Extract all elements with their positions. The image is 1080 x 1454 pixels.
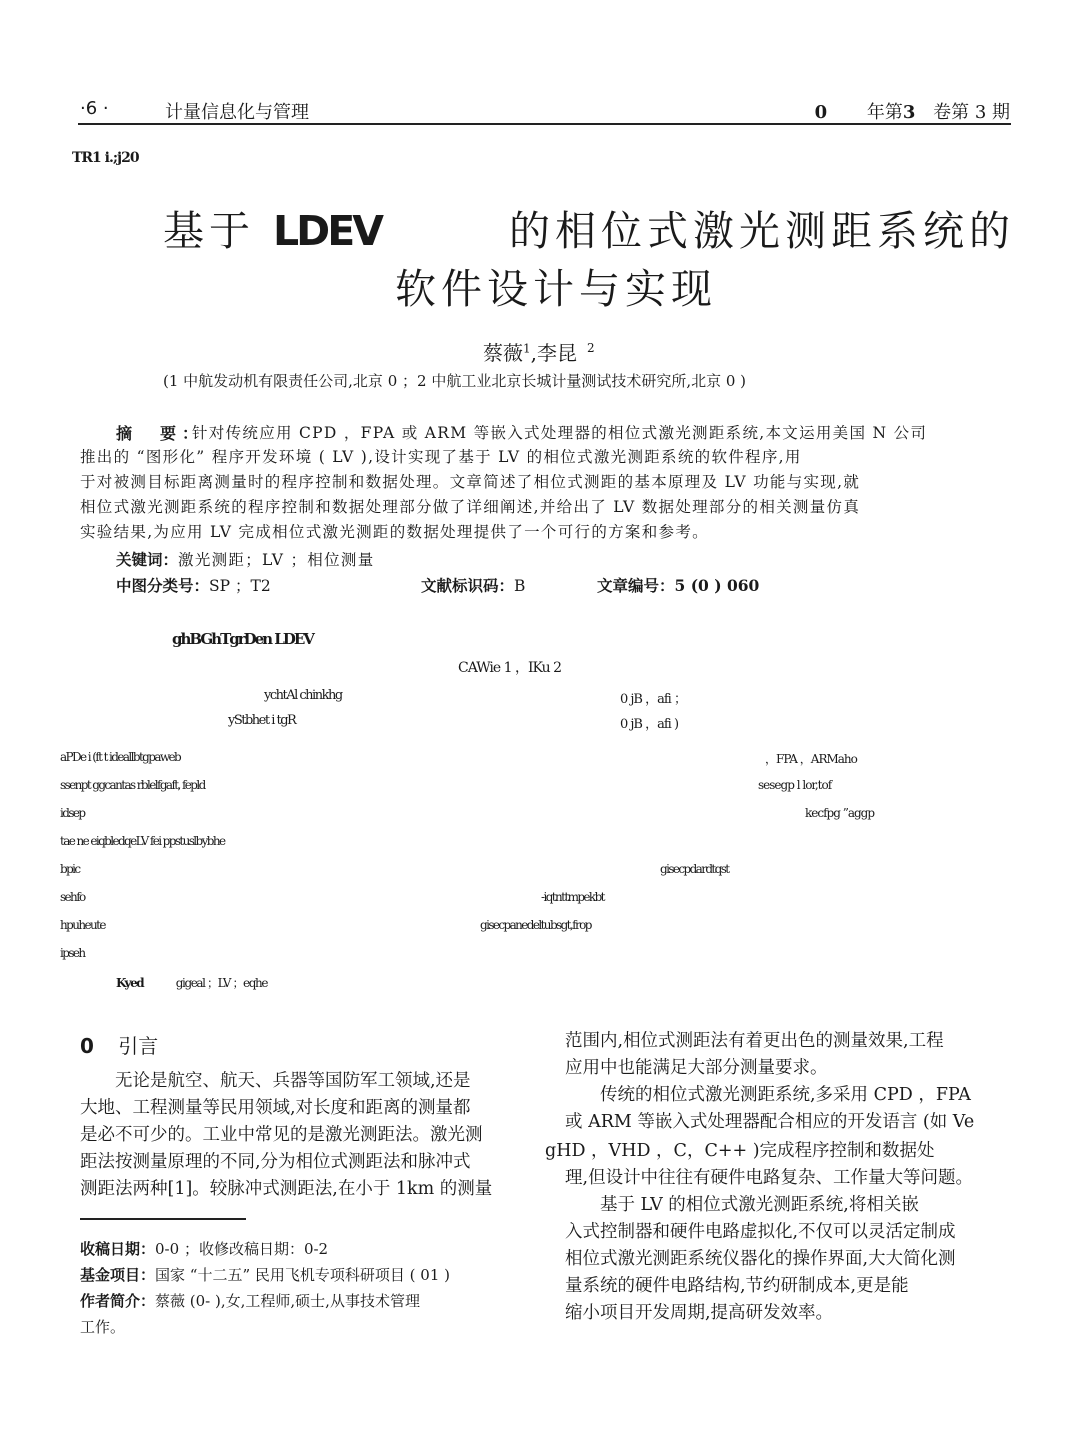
issue-post: 卷第 3 期	[933, 102, 1010, 123]
body-line: 入式控制器和硬件电路虚拟化,不仅可以灵活定制成	[565, 1222, 956, 1242]
english-abstract-line-end: kecfpg ”aggp	[805, 806, 875, 820]
clc-value: SP ；T2	[209, 577, 271, 595]
doc-code	[421, 574, 525, 596]
doi: TR1 i.;j20	[72, 150, 139, 166]
journal-name: 计量信息化与管理	[165, 102, 309, 123]
footnote	[80, 1290, 420, 1311]
footnote	[80, 1316, 125, 1337]
author-1-sup: 1	[523, 341, 531, 356]
english-abstract-line-end: gisecpanedeltubsgt,frop	[480, 918, 591, 932]
english-abstract-line: tae ne eiqbledqeLV fei ppstuslbybhe	[60, 834, 225, 848]
issue-volume: 3	[902, 102, 916, 123]
body-line: 量系统的硬件电路结构,节约研制成本,更是能	[565, 1276, 909, 1296]
body-line: 大地、工程测量等民用领域,对长度和距离的测量都	[80, 1098, 471, 1118]
issue-pre: 年第	[866, 102, 903, 123]
footnote-text: 国家 “十二五” 民用飞机专项科研项目 ( 01 )	[155, 1266, 450, 1284]
title-prefix: 基于	[163, 207, 255, 255]
section-heading	[80, 1030, 158, 1059]
author-2-sup: 2	[587, 341, 595, 356]
abstract-line: 相位式激光测距系统的程序控制和数据处理部分做了详细阐述,并给出了 LV 数据处理部分的相关测量仿真	[80, 498, 861, 516]
footnote-rule	[80, 1218, 246, 1220]
clc	[116, 574, 271, 596]
page-number: ·6 ·	[80, 98, 109, 119]
body-line: 无论是航空、航天、兵器等国防军工领域,还是	[80, 1071, 471, 1091]
english-abstract-line: ipseh	[60, 946, 85, 960]
clc-label: 中图分类号：	[116, 577, 210, 595]
footnote-label: 作者简介：	[80, 1292, 156, 1310]
footnote	[80, 1238, 328, 1259]
issue-year: 0	[814, 102, 828, 123]
footnote-label: 基金项目：	[80, 1266, 156, 1284]
english-abstract-line-end: ，FPA ，ARMaho	[765, 752, 857, 766]
body-line: 距法按测量原理的不同,分为相位式测距法和脉冲式	[80, 1152, 471, 1172]
issue-info	[815, 98, 1010, 124]
abstract-line: 推出的 “图形化” 程序开发环境 ( LV ),设计实现了基于 LV 的相位式激光测距系统的软件程序,用	[80, 448, 802, 466]
english-abstract-line: bpic	[60, 862, 80, 876]
article-number	[597, 574, 759, 596]
body-line: 或 ARM 等嵌入式处理器配合相应的开发语言 (如 Ve	[565, 1112, 975, 1132]
abstract-line: 于对被测目标距离测量时的程序控制和数据处理。文章简述了相位式测距的基本原理及 LV 功能与实现,就	[80, 473, 861, 491]
body-line: 相位式激光测距系统仪器化的操作界面,大大简化测	[565, 1249, 956, 1269]
doc-code-label: 文献标识码：	[421, 577, 515, 595]
abstract-line: 实验结果,为应用 LV 完成相位式激光测距的数据处理提供了一个可行的方案和参考。	[80, 523, 709, 541]
keywords	[116, 548, 375, 570]
body-line: 范围内,相位式测距法有着更出色的测量效果,工程	[565, 1031, 944, 1051]
keywords-text: 激光测距；LV ；相位测量	[178, 551, 375, 569]
title-code: LDEV	[273, 207, 381, 255]
body-line: 缩小项目开发周期,提高研发效率。	[565, 1303, 834, 1323]
author-1: 蔡薇	[483, 341, 523, 365]
article-number-label: 文章编号：	[597, 577, 675, 595]
footnote	[80, 1264, 450, 1285]
section-title: 引言	[118, 1034, 159, 1058]
english-aff-1-city: 0 jB ，afi ；	[620, 692, 686, 707]
english-aff-2-city: 0 jB ，afi )	[620, 717, 679, 732]
english-title: ghBGhTgrDen LDEV	[172, 630, 313, 648]
author-2: ,李昆	[530, 341, 577, 365]
english-aff-1: ychtAl chinkhg	[264, 688, 342, 703]
english-abstract-line-end: -iqtnttmpekbt	[541, 890, 604, 904]
doc-code-value: B	[514, 577, 526, 595]
body-line: 传统的相位式激光测距系统,多采用 CPD ，FPA	[565, 1085, 971, 1105]
footnote-text: 工作。	[80, 1318, 126, 1336]
body-line: 是必不可少的。工业中常见的是激光测距法。激光测	[80, 1125, 483, 1145]
abstract-line: 针对传统应用 CPD ，FPA 或 ARM 等嵌入式处理器的相位式激光测距系统,本文运用美国 N 公司	[192, 424, 928, 442]
english-keywords-text: gigeal ；LV ；eqhe	[175, 976, 268, 990]
english-abstract-line: idsep	[60, 806, 85, 820]
author-line	[483, 337, 595, 366]
title-line-1	[163, 198, 1015, 257]
english-keywords-label: Kyed	[116, 976, 144, 990]
body-line: 应用中也能满足大部分测量要求。	[565, 1058, 828, 1078]
title-suffix: 的相位式激光测距系统的	[509, 207, 1015, 255]
english-abstract-line: sehfo	[60, 890, 85, 904]
body-line: 理,但设计中往往有硬件电路复杂、工作量大等问题。	[565, 1168, 974, 1188]
body-line: gHD ，VHD ，C，C++ )完成程序控制和数据处	[545, 1141, 935, 1161]
affiliations: (1 中航发动机有限责任公司,北京 0 ；2 中航工业北京长城计量测试技术研究所,北京 0 )	[163, 372, 747, 390]
body-line: 基于 LV 的相位式激光测距系统,将相关嵌	[565, 1195, 919, 1215]
footnote-text: 蔡薇 (0- ),女,工程师,硕士,从事技术管理	[155, 1292, 420, 1310]
article-number-value: 5 (0 ) 060	[674, 576, 760, 595]
english-abstract-line: ssenpt ggcantas rblelfgaft, fepld	[60, 778, 205, 792]
section-number: 0	[80, 1034, 94, 1058]
english-abstract-line: aPDe i (ft t ideallbtgpaweb	[60, 750, 181, 764]
english-keywords	[116, 974, 267, 991]
english-abstract-line-end: sesegp l lor,tof	[758, 778, 832, 792]
keywords-label: 关键词：	[116, 551, 179, 569]
title-line-2: 软件设计与实现	[395, 265, 717, 313]
footnote-label: 收稿日期：	[80, 1240, 156, 1258]
body-line: 测距法两种[1]。较脉冲式测距法,在小于 1km 的测量	[80, 1179, 493, 1199]
english-authors: CAWie 1 ，IKu 2	[458, 660, 562, 676]
english-aff-2: yStbhet i tgR	[228, 713, 296, 728]
abstract-label: 摘 要：	[116, 424, 205, 443]
english-abstract-line-end: gisecpdardtqst	[660, 862, 729, 876]
footnote-text: 0-0 ；收修改稿日期：0-2	[155, 1240, 329, 1258]
header-rule	[78, 123, 1011, 125]
english-abstract-line: hpuheute	[60, 918, 105, 932]
